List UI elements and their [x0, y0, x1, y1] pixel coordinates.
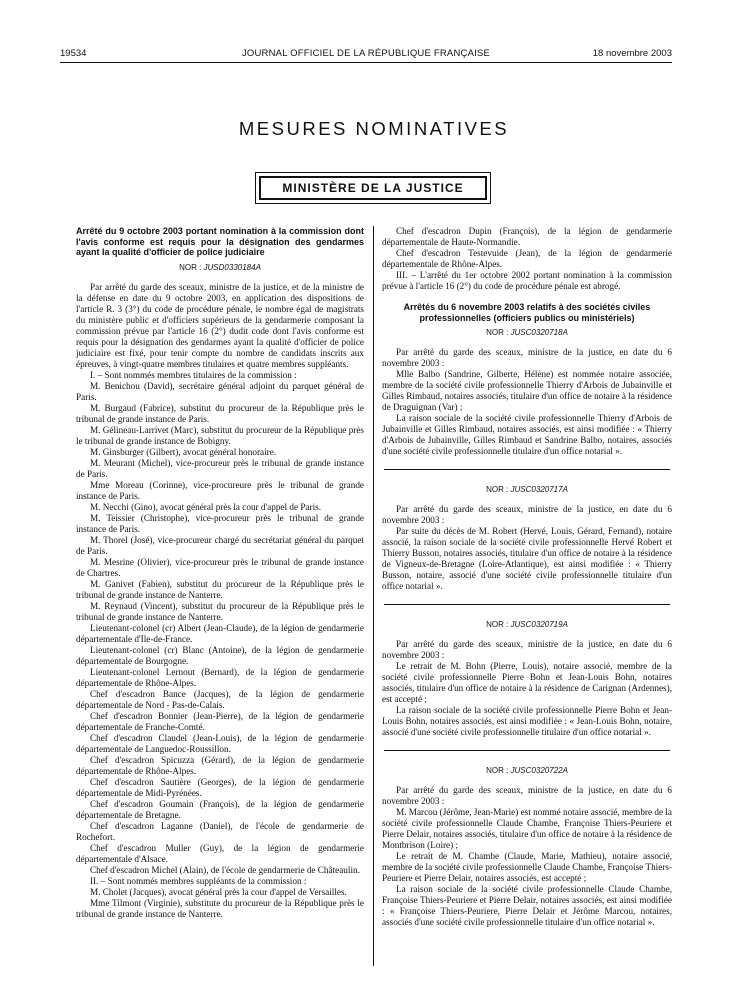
- paragraph: Chef d'escadron Bonnier (Jean-Pierre), de la légion de gendarmerie départementale de Franche-Comté.: [76, 710, 364, 732]
- section-separator: [384, 604, 670, 605]
- arretes-title: Arrêtés du 6 novembre 2003 relatifs à des sociétés civiles professionnelles (officiers publics ou ministériels): [403, 302, 651, 323]
- paragraph: Par suite du décès de M. Robert (Hervé, Louis, Gérard, Fernand), notaire associé, la raison sociale de la société civile professionnelle Hervé Robert et Thierry Busson, notaires associés, titulaire d'un office de notaire à la résidence de Vigneux-de-Bretagne (Loire-Atlantique), est ainsi modifiée : « Thierry Busson, notaire, associé d'une société civile professionnelle titulaire d'un office notarial ».: [382, 526, 672, 591]
- arrete-title: Arrêté du 9 octobre 2003 portant nomination à la commission dont l'avis conforme est requis pour la désignation des gendarmes ayant la qualité d'officier de police judiciaire: [76, 226, 364, 257]
- ministry-box: [255, 172, 491, 204]
- paragraph: Chef d'escadron Sautière (Georges), de la légion de gendarmerie départementale de Midi-Pyrénées.: [76, 776, 364, 798]
- paragraph: M. Necchi (Gino), avocat général près la cour d'appel de Paris.: [90, 501, 321, 512]
- paragraph: Mlle Balbo (Sandrine, Gilberte, Hélène) est nommée notaire associée, membre de la société civile professionnelle Thierry d'Arbois de Jubainville et Gilles Rimbaud, notaires associés, titulaire d'un office de notaire à la résidence de Draguignan (Var) ;: [382, 369, 672, 412]
- nor-code: JUSC0320718A: [510, 328, 568, 337]
- paragraph: M. Marcou (Jérôme, Jean-Marie) est nommé notaire associé, membre de la société civile professionnelle Claude Chambe, Françoise Thiers-Peuriere et Pierre Delair, notaires associés, titulaire d'un office de notaire à la résidence de Montbrison (Loire) ;: [382, 807, 672, 850]
- left-column: [76, 226, 364, 920]
- nor-reference: [382, 765, 672, 776]
- header-rule: [60, 62, 672, 63]
- paragraph: M. Teissier (Christophe), vice-procureur près le tribunal de grande instance de Paris.: [76, 512, 364, 534]
- paragraph: La raison sociale de la société civile professionnelle Pierre Bohn et Jean-Louis Bohn, notaires associés, est ainsi modifiée : « Jean-Louis Bohn, notaire, associé d'une société civile professionnelle titulaire d'un office notarial ».: [382, 705, 672, 737]
- paragraph: Chef d'escadron Michel (Alain), de l'école de gendarmerie de Châteaulin.: [90, 864, 360, 875]
- paragraph: M. Mesrine (Olivier), vice-procureur près le tribunal de grande instance de Chartres.: [76, 556, 364, 578]
- nor-label: NOR :: [486, 328, 511, 337]
- paragraph: Chef d'escadron Spicuzza (Gérard), de la légion de gendarmerie départementale de Rhône-Alpes.: [76, 754, 364, 776]
- paragraph: Lieutenant-colonel (cr) Blanc (Antoine), de la légion de gendarmerie départementale de Bourgogne.: [76, 644, 364, 666]
- journal-title: JOURNAL OFFICIEL DE LA RÉPUBLIQUE FRANÇAISE: [241, 48, 491, 59]
- paragraph: M. Reynaud (Vincent), substitut du procureur de la République près le tribunal de grande instance de Nanterre.: [76, 600, 364, 622]
- section-separator: [384, 469, 670, 470]
- paragraph: M. Meurant (Michel), vice-procureur près le tribunal de grande instance de Paris.: [76, 457, 364, 479]
- nor-reference: [76, 262, 364, 273]
- paragraph: Lieutenant-colonel Lernout (Bernard), de la légion de gendarmerie départementale de Rhône-Alpes.: [76, 666, 364, 688]
- nor-label: NOR :: [486, 766, 511, 775]
- paragraph: Chef d'escadron Testevuide (Jean), de la légion de gendarmerie départementale de Rhône-Alpes.: [382, 248, 672, 269]
- column-divider: [373, 226, 374, 966]
- paragraph: Mme Moreau (Corinne), vice-procureure près le tribunal de grande instance de Paris.: [76, 479, 364, 501]
- right-sections: [382, 327, 672, 928]
- paragraph: La raison sociale de la société civile professionnelle Thierry d'Arbois de Jubainville et Gilles Rimbaud, notaires associés, est ainsi modifiée : « Thierry d'Arbois de Jubainville, Gilles Rimbaud et Sandrine Balbo, notaires, associés d'une société civile professionnelle titulaire d'un office notarial ».: [382, 413, 672, 456]
- paragraph: M. Gélineau-Larrivet (Marc), substitut du procureur de la République près le tribunal de grande instance de Bobigny.: [76, 424, 364, 446]
- paragraph: Chef d'escadron Bance (Jacques), de la légion de gendarmerie départementale de Nord - Pas-de-Calais.: [76, 688, 364, 710]
- paragraph: Chef d'escadron Dupin (François), de la légion de gendarmerie départementale de Haute-Normandie.: [382, 226, 672, 247]
- paragraph: II. – Sont nommés membres suppléants de la commission :: [90, 875, 307, 886]
- nor-code: JUSC0320722A: [510, 766, 568, 775]
- nor-reference: [382, 619, 672, 630]
- paragraph: Par arrêté du garde des sceaux, ministre de la justice, en date du 6 novembre 2003 :: [382, 639, 672, 660]
- paragraph: La raison sociale de la société civile professionnelle Claude Chambe, Françoise Thiers-Peuriere et Pierre Delair, notaires associés, est ainsi modifiée : « Françoise Thiers-Peuriere, Pierre Delair et Jérôme Marcou, notaires, associés d'une société civile professionnelle titulaire d'un office notarial ».: [382, 884, 672, 927]
- paragraph: M. Ginsburger (Gilbert), avocat général honoraire.: [90, 446, 277, 457]
- page-number: 19534: [60, 48, 87, 59]
- paragraph: Chef d'escadron Laganne (Daniel), de l'école de gendarmerie de Rochefort.: [76, 820, 364, 842]
- right-column: [382, 226, 672, 928]
- nor-code: JUSC0320717A: [510, 485, 568, 494]
- nor-label: NOR :: [179, 262, 204, 272]
- paragraph: M. Ganivet (Fabien), substitut du procureur de la République près le tribunal de grande instance de Nanterre.: [76, 578, 364, 600]
- nor-label: NOR :: [486, 620, 511, 629]
- paragraph: Le retrait de M. Bohn (Pierre, Louis), notaire associé, membre de la société civile professionnelle Pierre Bohn et Jean-Louis Bohn, notaires associés, titulaire d'un office de notaire à la résidence de Carignan (Ardennes), est accepté ;: [382, 661, 672, 704]
- right-intro: [382, 226, 672, 292]
- paragraph: Par arrêté du garde des sceaux, ministre de la justice, en date du 6 novembre 2003 :: [382, 504, 672, 525]
- page-title: MESURES NOMINATIVES: [238, 118, 510, 139]
- paragraph: Par arrêté du garde des sceaux, ministre de la justice, en date du 6 novembre 2003 :: [382, 785, 672, 806]
- paragraph: Mme Tilmont (Virginie), substitute du procureur de la République près le tribunal de grande instance de Nanterre.: [76, 897, 364, 919]
- paragraph: M. Burgaud (Fabrice), substitut du procureur de la République près le tribunal de grande instance de Paris.: [76, 402, 364, 424]
- paragraph: M. Thorel (José), vice-procureur chargé du secrétariat général du parquet de Paris.: [76, 534, 364, 556]
- paragraph: Chef d'escadron Muller (Guy), de la légion de gendarmerie départementale d'Alsace.: [76, 842, 364, 864]
- paragraph: M. Benichou (David), secrétaire général adjoint du parquet général de Paris.: [76, 380, 364, 402]
- nor-reference: [382, 327, 672, 338]
- paragraph: III. – L'arrêté du 1er octobre 2002 portant nomination à la commission prévue à l'article 16 (2°) du code de procédure pénale est abrogé.: [382, 270, 672, 291]
- nor-code: JUSC0320719A: [510, 620, 568, 629]
- nor-code: JUSD0330184A: [203, 262, 261, 272]
- nor-label: NOR :: [486, 485, 511, 494]
- section-separator: [384, 750, 670, 751]
- nor-reference: [382, 484, 672, 495]
- paragraph: Le retrait de M. Chambe (Claude, Marie, Mathieu), notaire associé, membre de la société civile professionnelle Claude Chambe, Françoise Thiers-Peuriere et Pierre Delair, notaires associés, est accepté ;: [382, 851, 672, 883]
- paragraph: Par arrêté du garde des sceaux, ministre de la justice, et de la ministre de la défense en date du 9 octobre 2003, en application des dispositions de l'article R. 3 (3°) du code de procédure pénale, le nombre égal de magistrats du ministère public et d'officiers supérieurs de la gendarmerie composant la commission prévue par l'article 16 (2°) dudit code dont l'avis conforme est requis pour la désignation des gendarmes ayant la qualité d'officier de police judiciaire est fixé, pour tenir compte du nombre de candidats inscrits aux épreuves, à vingt-quatre membres titulaires et quatre membres suppléants.: [76, 281, 364, 369]
- paragraph: Chef d'escadron Claudel (Jean-Louis), de la légion de gendarmerie départementale de Languedoc-Roussillon.: [76, 732, 364, 754]
- paragraph: Lieutenant-colonel (cr) Albert (Jean-Claude), de la légion de gendarmerie départementale d'Ile-de-France.: [76, 622, 364, 644]
- ministry-heading: MINISTÈRE DE LA JUSTICE: [259, 176, 487, 200]
- paragraph: I. – Sont nommés membres titulaires de la commission :: [90, 369, 297, 380]
- paragraph: Chef d'escadron Goumain (François), de la légion de gendarmerie départementale de Bretagne.: [76, 798, 364, 820]
- publication-date: 18 novembre 2003: [592, 48, 672, 59]
- paragraph: M. Cholet (Jacques), avocat général près la cour d'appel de Versailles.: [90, 886, 347, 897]
- paragraph: Par arrêté du garde des sceaux, ministre de la justice, en date du 6 novembre 2003 :: [382, 347, 672, 368]
